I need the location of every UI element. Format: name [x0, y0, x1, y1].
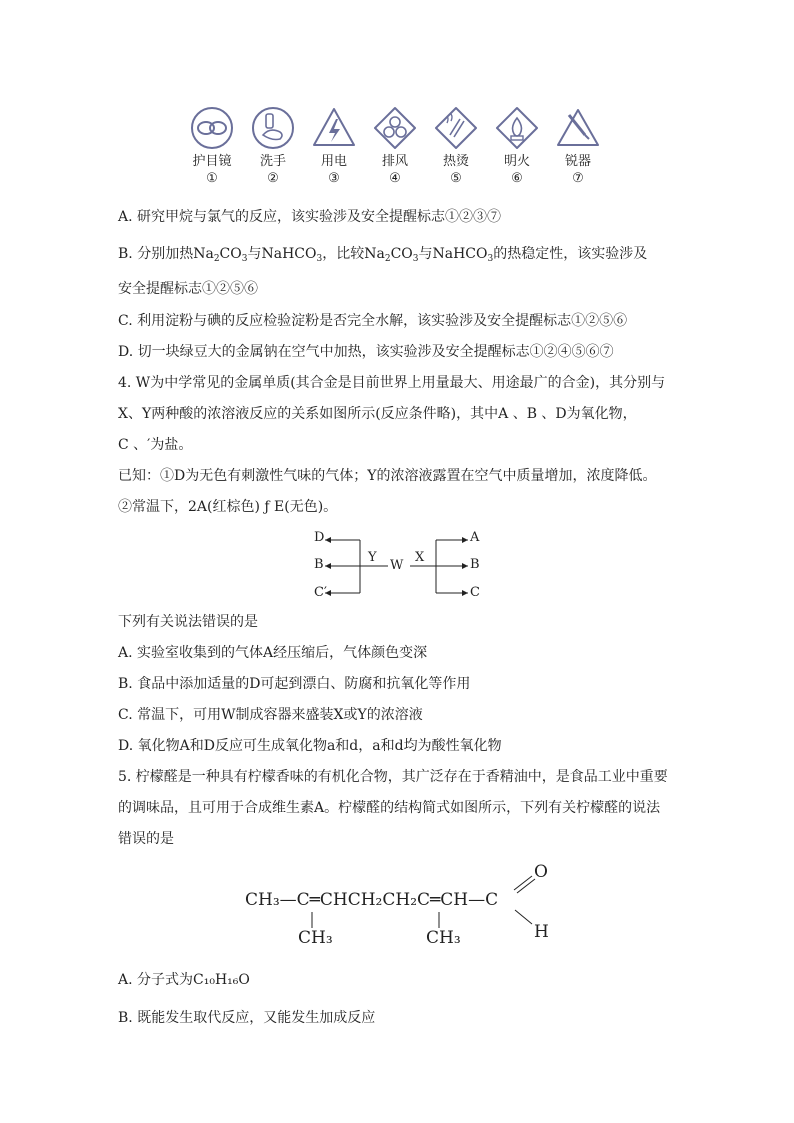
q3-option-d: D. 切一块绿豆大的金属钠在空气中加热，该实验涉及安全提醒标志①②④⑤⑥⑦ — [118, 344, 614, 360]
icon-label: 排风 — [381, 154, 408, 169]
label-y: Y — [368, 550, 377, 565]
node-d: D — [314, 530, 325, 545]
q4-option-b: B. 食品中添加适量的D可起到漂白、防腐和抗氧化等作用 — [118, 676, 471, 692]
fan-icon — [372, 105, 418, 151]
formula-nahco3: NaHCO$_3$ — [261, 246, 323, 264]
safety-icon-row — [180, 105, 620, 195]
formula-text: Na — [364, 246, 385, 262]
formula-text: Na — [193, 246, 214, 262]
q3-b-mid2: ，比较 — [322, 246, 365, 262]
reaction-diagram — [300, 528, 500, 608]
citral-structure — [240, 860, 560, 950]
q4-line-2: X、Y两种酸的浓溶液反应的关系如图所示(反应条件略)，其中A 、B 、D为氧化物， — [118, 406, 637, 422]
icon-cell-flame — [487, 105, 547, 187]
methyl-2: CH₃ — [426, 928, 461, 948]
formula-bonds — [240, 860, 560, 950]
icon-number: ⑦ — [572, 171, 584, 186]
icon-cell-sharp — [548, 105, 608, 187]
q5-option-b: B. 既能发生取代反应，又能发生加成反应 — [118, 1010, 376, 1026]
icon-number: ① — [206, 171, 218, 186]
q4-line-3: C 、′为盐。 — [118, 437, 193, 453]
q4-stem: 下列有关说法错误的是 — [118, 614, 258, 630]
node-c-prime: C′ — [314, 585, 327, 600]
sharp-object-icon — [555, 105, 601, 151]
icon-label: 热烫 — [442, 154, 469, 169]
q4-line-4: 已知：①D为无色有刺激性气味的气体；Y的浓溶液露置在空气中质量增加，浓度降低。 — [118, 468, 657, 484]
q4-line-1: 4. W为中学常见的金属单质(其合金是目前世界上用量最大、用途最广的合金)，其分别与 — [118, 375, 666, 391]
q4-option-d: D. 氧化物A和D反应可生成氧化物a和d，a和d均为酸性氧化物 — [118, 738, 502, 754]
icon-label: 护目镜 — [192, 154, 232, 169]
label-x: X — [415, 550, 425, 565]
q3-option-b — [118, 244, 647, 269]
hand-wash-icon — [250, 105, 296, 151]
q3-option-c: C. 利用淀粉与碘的反应检验淀粉是否完全水解，该实验涉及安全提醒标志①②⑤⑥ — [118, 313, 628, 329]
node-b-left: B — [314, 557, 324, 572]
icon-label: 用电 — [320, 154, 347, 169]
oxygen-atom: O — [534, 862, 548, 882]
node-c: C — [470, 585, 480, 600]
icon-cell-electricity — [304, 105, 364, 187]
hydrogen-atom: H — [534, 922, 549, 942]
icon-number: ③ — [328, 171, 340, 186]
q5-option-a: A. 分子式为C₁₀H₁₆O — [118, 972, 250, 988]
icon-number: ④ — [389, 171, 401, 186]
q3-option-a: A. 研究甲烷与氯气的反应，该实验涉及安全提醒标志①②③⑦ — [118, 209, 502, 225]
formula-text: NaHCO — [432, 246, 488, 262]
formula-nahco3-2: NaHCO$_3$ — [432, 246, 494, 264]
q5-line-1: 5. 柠檬醛是一种具有柠檬香味的有机化合物，其广泛存在于香精油中，是食品工业中重要 — [118, 769, 668, 785]
formula-main-chain: CH₃—C═CHCH₂CH₂C═CH—C — [245, 890, 499, 910]
formula-na2co3: $Na_2CO_3$ — [193, 246, 248, 264]
icon-label: 洗手 — [259, 154, 286, 169]
q3-b-post: 的热稳定性，该实验涉及 — [493, 246, 648, 262]
icon-cell-hot — [426, 105, 486, 187]
icon-cell-goggles — [182, 105, 242, 187]
icon-label: 锐器 — [564, 154, 591, 169]
q3-b-pre: B. 分别加热 — [118, 246, 194, 262]
icon-cell-handwash — [243, 105, 303, 187]
node-b-right: B — [470, 557, 480, 572]
formula-text: NaHCO — [261, 246, 317, 262]
q5-line-3: 错误的是 — [118, 831, 174, 847]
q4-option-c: C. 常温下，可用W制成容器来盛装X或Y的浓溶液 — [118, 707, 423, 723]
hot-surface-icon — [433, 105, 479, 151]
goggles-icon — [189, 105, 235, 151]
q4-option-a: A. 实验室收集到的气体A经压缩后，气体颜色变深 — [118, 645, 428, 661]
q5-line-2: 的调味品，且可用于合成维生素A。柠檬醛的结构简式如图所示，下列有关柠檬醛的说法 — [118, 800, 661, 816]
q4-line-5: ②常温下，2A(红棕色) ƒ E(无色)。 — [118, 499, 338, 515]
q3-option-b-cont: 安全提醒标志①②⑤⑥ — [118, 281, 258, 297]
icon-number: ② — [267, 171, 279, 186]
methyl-1: CH₃ — [298, 928, 333, 948]
formula-na2co3-2: $Na_2CO_3$ — [364, 246, 419, 264]
q3-b-mid1: 与 — [247, 246, 262, 262]
icon-number: ⑤ — [450, 171, 462, 186]
node-a: A — [470, 530, 480, 545]
node-w: W — [390, 558, 404, 573]
icon-label: 明火 — [503, 154, 530, 169]
electricity-icon — [311, 105, 357, 151]
icon-number: ⑥ — [511, 171, 523, 186]
icon-cell-fan — [365, 105, 425, 187]
q3-b-mid3: 与 — [418, 246, 433, 262]
flame-icon — [494, 105, 540, 151]
